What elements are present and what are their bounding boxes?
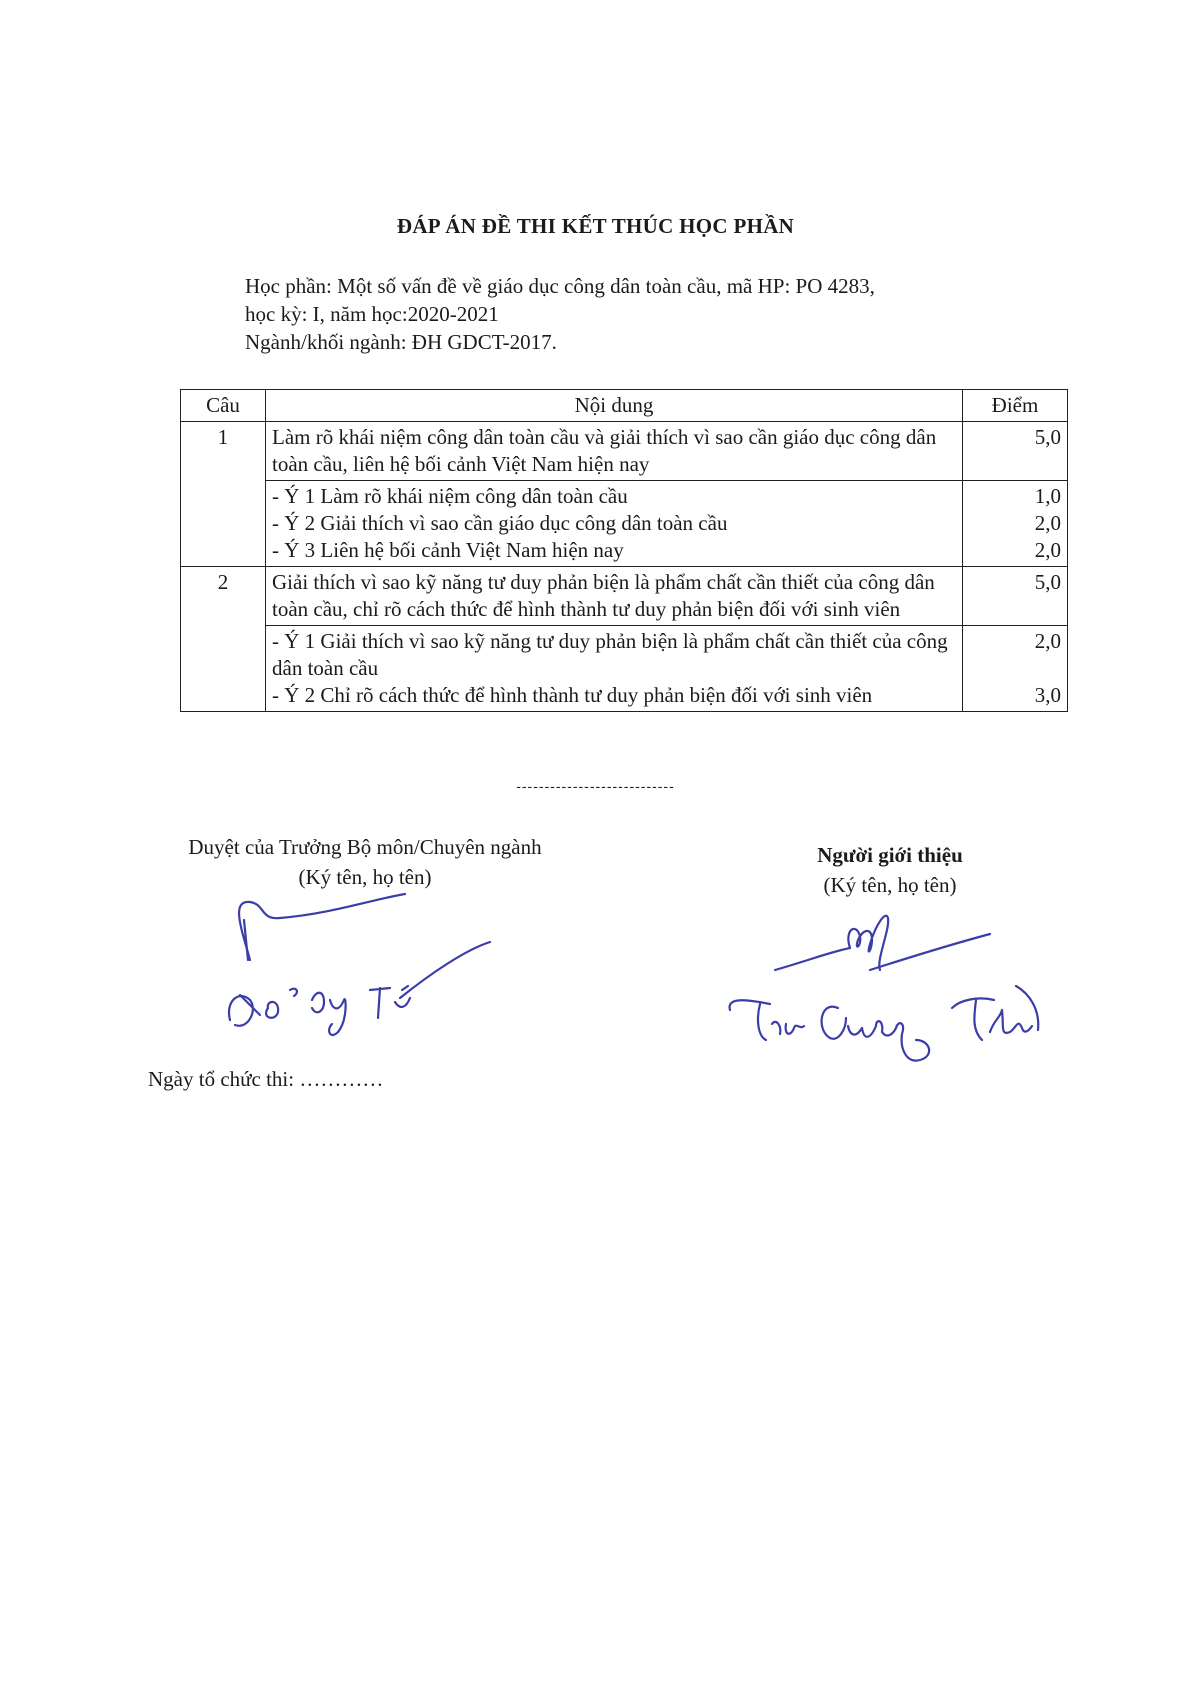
introducer-note: (Ký tên, họ tên) bbox=[823, 873, 957, 897]
separator-line: ---------------------------- bbox=[516, 778, 675, 794]
table-row-q1-subs bbox=[181, 481, 1068, 567]
q2-main-content: Giải thích vì sao kỹ năng tư duy phản biện là phẩm chất cần thiết của công dân toàn cầu, chỉ rõ cách thức để hình thành tư duy phản biện đối với sinh viên bbox=[266, 567, 963, 626]
q2-sub-items bbox=[266, 626, 963, 712]
q2-main-score: 5,0 bbox=[963, 567, 1068, 626]
q2-sub-1: - Ý 1 Giải thích vì sao kỹ năng tư duy phản biện là phẩm chất cần thiết của công dân toàn cầu bbox=[272, 629, 948, 680]
q1-main-content: Làm rõ khái niệm công dân toàn cầu và giải thích vì sao cần giáo dục công dân toàn cầu, liên hệ bối cảnh Việt Nam hiện nay bbox=[266, 422, 963, 481]
header-cau: Câu bbox=[181, 390, 266, 422]
q1-sub-scores bbox=[963, 481, 1068, 567]
introducer-block bbox=[740, 840, 1040, 900]
course-info bbox=[245, 272, 875, 356]
q2-sub-scores bbox=[963, 626, 1068, 712]
q2-sub-2: - Ý 2 Chỉ rõ cách thức để hình thành tư duy phản biện đối với sinh viên bbox=[272, 683, 873, 707]
q2-sub-1-score: 2,0 bbox=[1034, 629, 1061, 653]
q1-sub-items bbox=[266, 481, 963, 567]
course-info-line-1: Học phần: Một số vấn đề về giáo dục công dân toàn cầu, mã HP: PO 4283, bbox=[245, 274, 875, 298]
approval-signature bbox=[220, 890, 520, 1040]
approval-note: (Ký tên, họ tên) bbox=[298, 865, 432, 889]
q2-number: 2 bbox=[181, 567, 266, 712]
q1-sub-1-score: 1,0 bbox=[1034, 484, 1061, 508]
approval-title: Duyệt của Trưởng Bộ môn/Chuyên ngành bbox=[188, 835, 542, 859]
introducer-signature bbox=[720, 900, 1050, 1070]
document-title: ĐÁP ÁN ĐỀ THI KẾT THÚC HỌC PHẦN bbox=[396, 214, 795, 238]
course-info-line-3: Ngành/khối ngành: ĐH GDCT-2017. bbox=[245, 330, 557, 354]
header-diem: Điểm bbox=[963, 390, 1068, 422]
table-row-q1-main bbox=[181, 422, 1068, 481]
answer-table bbox=[180, 389, 1068, 712]
q1-sub-1: - Ý 1 Làm rõ khái niệm công dân toàn cầu bbox=[272, 484, 628, 508]
q1-sub-3: - Ý 3 Liên hệ bối cảnh Việt Nam hiện nay bbox=[272, 538, 624, 562]
q1-sub-2: - Ý 2 Giải thích vì sao cần giáo dục công dân toàn cầu bbox=[272, 511, 728, 535]
table-header-row bbox=[181, 390, 1068, 422]
course-info-line-2: học kỳ: I, năm học:2020-2021 bbox=[245, 302, 499, 326]
q1-sub-3-score: 2,0 bbox=[1034, 538, 1061, 562]
q2-sub-2-score: 3,0 bbox=[1034, 683, 1061, 707]
q1-sub-2-score: 2,0 bbox=[1034, 511, 1061, 535]
approval-block bbox=[130, 832, 600, 892]
header-noi-dung: Nội dung bbox=[266, 390, 963, 422]
q1-number: 1 bbox=[181, 422, 266, 567]
exam-date: Ngày tổ chức thi: ………… bbox=[148, 1067, 384, 1091]
table-row-q2-subs bbox=[181, 626, 1068, 712]
introducer-title: Người giới thiệu bbox=[817, 843, 963, 867]
table-row-q2-main bbox=[181, 567, 1068, 626]
q1-main-score: 5,0 bbox=[963, 422, 1068, 481]
